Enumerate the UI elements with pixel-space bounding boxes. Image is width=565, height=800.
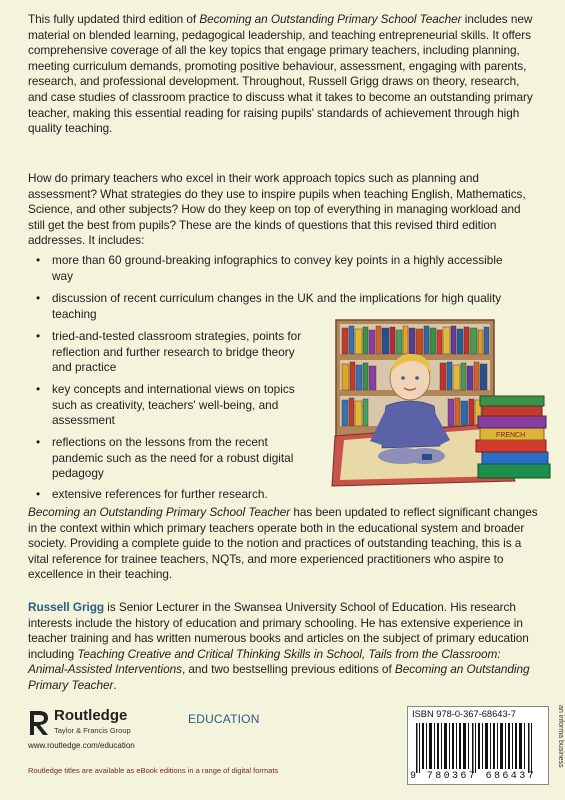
book-label: FRENCH bbox=[496, 432, 526, 439]
routledge-r-icon bbox=[28, 709, 50, 737]
bullet-item: • tried-and-tested classroom strategies, points for reflection and further research to bridge theory and practice bbox=[36, 329, 302, 375]
bullet-icon: • bbox=[36, 329, 41, 343]
bullet-item: • key concepts and international views on topics such as creativity, teachers' well-being, and assessment bbox=[36, 382, 295, 428]
previous-edition-title: Becoming an Outstanding Primary Teacher bbox=[28, 662, 530, 692]
bullet-icon: • bbox=[36, 487, 41, 501]
bullet-icon: • bbox=[36, 253, 41, 267]
bullet-icon: • bbox=[36, 382, 41, 396]
intro-text-start: This fully updated third edition of bbox=[28, 12, 200, 26]
questions-paragraph: How do primary teachers who excel in their work approach topics such as planning and assessment? What strategies do they use to inspire pupils when teaching English, Mathematics, Science, and other subjects? How do they keep on top of everything in managing workload and still get the best from pupils? These are the kinds of questions that this revised third edition addresses. It includes: bbox=[28, 171, 526, 248]
publisher-url[interactable]: www.routledge.com/education bbox=[28, 741, 135, 750]
informa-side-text: an informa business bbox=[557, 705, 564, 768]
publisher-name: Routledge bbox=[54, 707, 128, 724]
bullet-item: • extensive references for further research. bbox=[36, 487, 268, 501]
bullet-item: • discussion of recent curriculum changes in the UK and the implications for high quality teaching bbox=[36, 291, 502, 321]
author-bio-paragraph: Russell Grigg is Senior Lecturer in the Swansea University School of Education. His research interests include the history of education and primary schooling. He has extensive experience in teacher training and has written numerous books and articles on the subject of primary education including Teaching Creative and Critical Thinking Skills in School, Tails from the Classroom: Animal-Assisted Interventions, and two bestselling previous editions of Becoming an Outstanding Primary Teacher. bbox=[28, 600, 530, 692]
summary-book-title: Becoming an Outstanding Primary School Teacher bbox=[28, 505, 291, 519]
child-sandbox-illustration bbox=[330, 316, 555, 488]
author-name: Russell Grigg bbox=[28, 600, 105, 614]
intro-text-rest: includes new material on blended learning, pedagogical leadership, and teaching entrepreneurial skills. It offers comprehensive coverage of all the key topics that engage primary teachers, including planning, meeting curriculum demands, promoting positive behaviour, assessment, engaging with parents, research, and professional development. Throughout, Russell Grigg draws on theory, research, and case studies of classroom practice to discuss what it takes to become an outstanding primary teacher, making this essential reading for raising pupils' standards of achievement through high quality teaching. bbox=[28, 12, 533, 136]
author-books-italic: Teaching Creative and Critical Thinking Skills in School, Tails from the Classroom: Animal-Assisted Interventions bbox=[28, 646, 501, 677]
bullet-item: • reflections on the lessons from the recent pandemic such as the need for a robust digital pedagogy bbox=[36, 435, 294, 481]
barcode-icon bbox=[408, 723, 548, 773]
bullet-item: • more than 60 ground-breaking infographics to convey key points in a highly accessible way bbox=[36, 253, 503, 283]
bullet-icon: • bbox=[36, 291, 41, 305]
publisher-sub: Taylor & Francis Group bbox=[54, 726, 131, 735]
isbn-label: ISBN 978-0-367-68643-7 bbox=[412, 709, 516, 719]
summary-paragraph: Becoming an Outstanding Primary School Teacher has been updated to reflect significant changes in the context within which primary teachers operate both in the educational system and broader society. Providing a complete guide to the notion and practices of outstanding teaching, this is a vital reference for trainee teachers, NQTs, and more experienced practitioners who aspire to excellence in their teaching. bbox=[28, 505, 538, 582]
ebook-note: Routledge titles are available as eBook editions in a range of digital formats bbox=[28, 766, 279, 775]
barcode-digits: 9 780367 686437 bbox=[410, 771, 537, 782]
intro-book-title: Becoming an Outstanding Primary School Teacher bbox=[199, 12, 462, 26]
intro-paragraph bbox=[28, 12, 540, 137]
bullet-icon: • bbox=[36, 435, 41, 449]
subject-category: EDUCATION bbox=[188, 712, 260, 726]
